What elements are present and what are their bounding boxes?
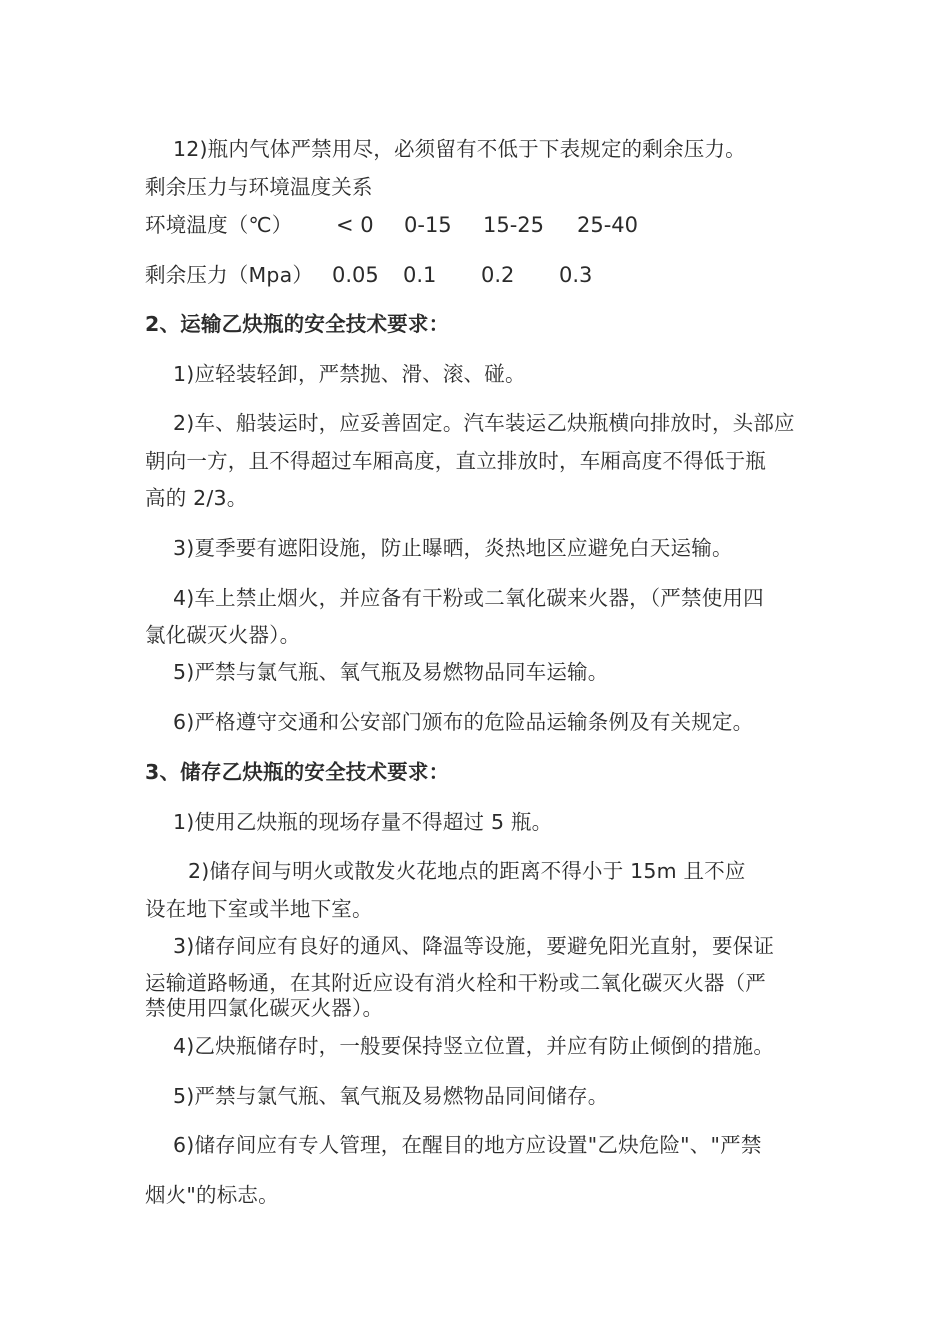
transport-item-2: 2)车、船装运时，应妥善固定。汽车装运乙炔瓶横向排放时，头部应 (173, 411, 795, 435)
storage-item-1: 1)使用乙炔瓶的现场存量不得超过 5 瓶。 (173, 810, 553, 834)
table-title: 剩余压力与环境温度关系 (145, 175, 373, 199)
pressure-value: 0.2 (481, 263, 515, 287)
temp-value: 0-15 (404, 213, 452, 237)
storage-item-2-cont: 设在地下室或半地下室。 (145, 897, 373, 921)
transport-item-2-cont: 高的 2/3。 (145, 486, 248, 510)
storage-item-3: 3)储存间应有良好的通风、降温等设施，要避免阳光直射，要保证 (173, 934, 775, 958)
transport-item-6: 6)严格遵守交通和公安部门颁布的危险品运输条例及有关规定。 (173, 710, 754, 734)
storage-item-3-cont: 禁使用四氯化碳灭火器）。 (145, 996, 384, 1020)
storage-item-6: 6)储存间应有专人管理，在醒目的地方应设置"乙炔危险"、"严禁 (173, 1133, 762, 1157)
temp-value: 25-40 (577, 213, 639, 237)
pressure-value: 0.3 (559, 263, 593, 287)
transport-item-1: 1)应轻装轻卸，严禁抛、滑、滚、碰。 (173, 362, 526, 386)
row-label-temperature: 环境温度（℃） (145, 213, 293, 237)
transport-item-5: 5)严禁与氯气瓶、氧气瓶及易燃物品同车运输。 (173, 660, 609, 684)
storage-item-4: 4)乙炔瓶储存时，一般要保持竖立位置，并应有防止倾倒的措施。 (173, 1034, 775, 1058)
temp-value: 15-25 (483, 213, 545, 237)
pressure-value: 0.1 (403, 263, 437, 287)
transport-item-3: 3)夏季要有遮阳设施，防止曝晒，炎热地区应避免白天运输。 (173, 536, 733, 560)
pressure-value: 0.05 (332, 263, 379, 287)
storage-item-5: 5)严禁与氯气瓶、氧气瓶及易燃物品同间储存。 (173, 1084, 609, 1108)
temp-value: < 0 (336, 213, 374, 237)
transport-item-4-cont: 氯化碳灭火器）。 (145, 623, 301, 647)
row-label-pressure: 剩余压力（Mpa） (145, 263, 314, 287)
transport-item-4: 4)车上禁止烟火，并应备有干粉或二氧化碳来火器，（严禁使用四 (173, 586, 764, 610)
storage-item-3-cont: 运输道路畅通，在其附近应设有消火栓和干粉或二氧化碳灭火器（严 (145, 971, 766, 995)
storage-item-6-cont: 烟火"的标志。 (145, 1183, 279, 1207)
section-heading-transport: 2、运输乙炔瓶的安全技术要求： (145, 312, 450, 336)
transport-item-2-cont: 朝向一方，且不得超过车厢高度，直立排放时，车厢高度不得低于瓶 (145, 449, 766, 473)
paragraph-12: 12)瓶内气体严禁用尽，必须留有不低于下表规定的剩余压力。 (173, 137, 746, 161)
section-heading-storage: 3、储存乙炔瓶的安全技术要求： (145, 760, 450, 784)
storage-item-2: 2)储存间与明火或散发火花地点的距离不得小于 15m 且不应 (188, 859, 746, 883)
